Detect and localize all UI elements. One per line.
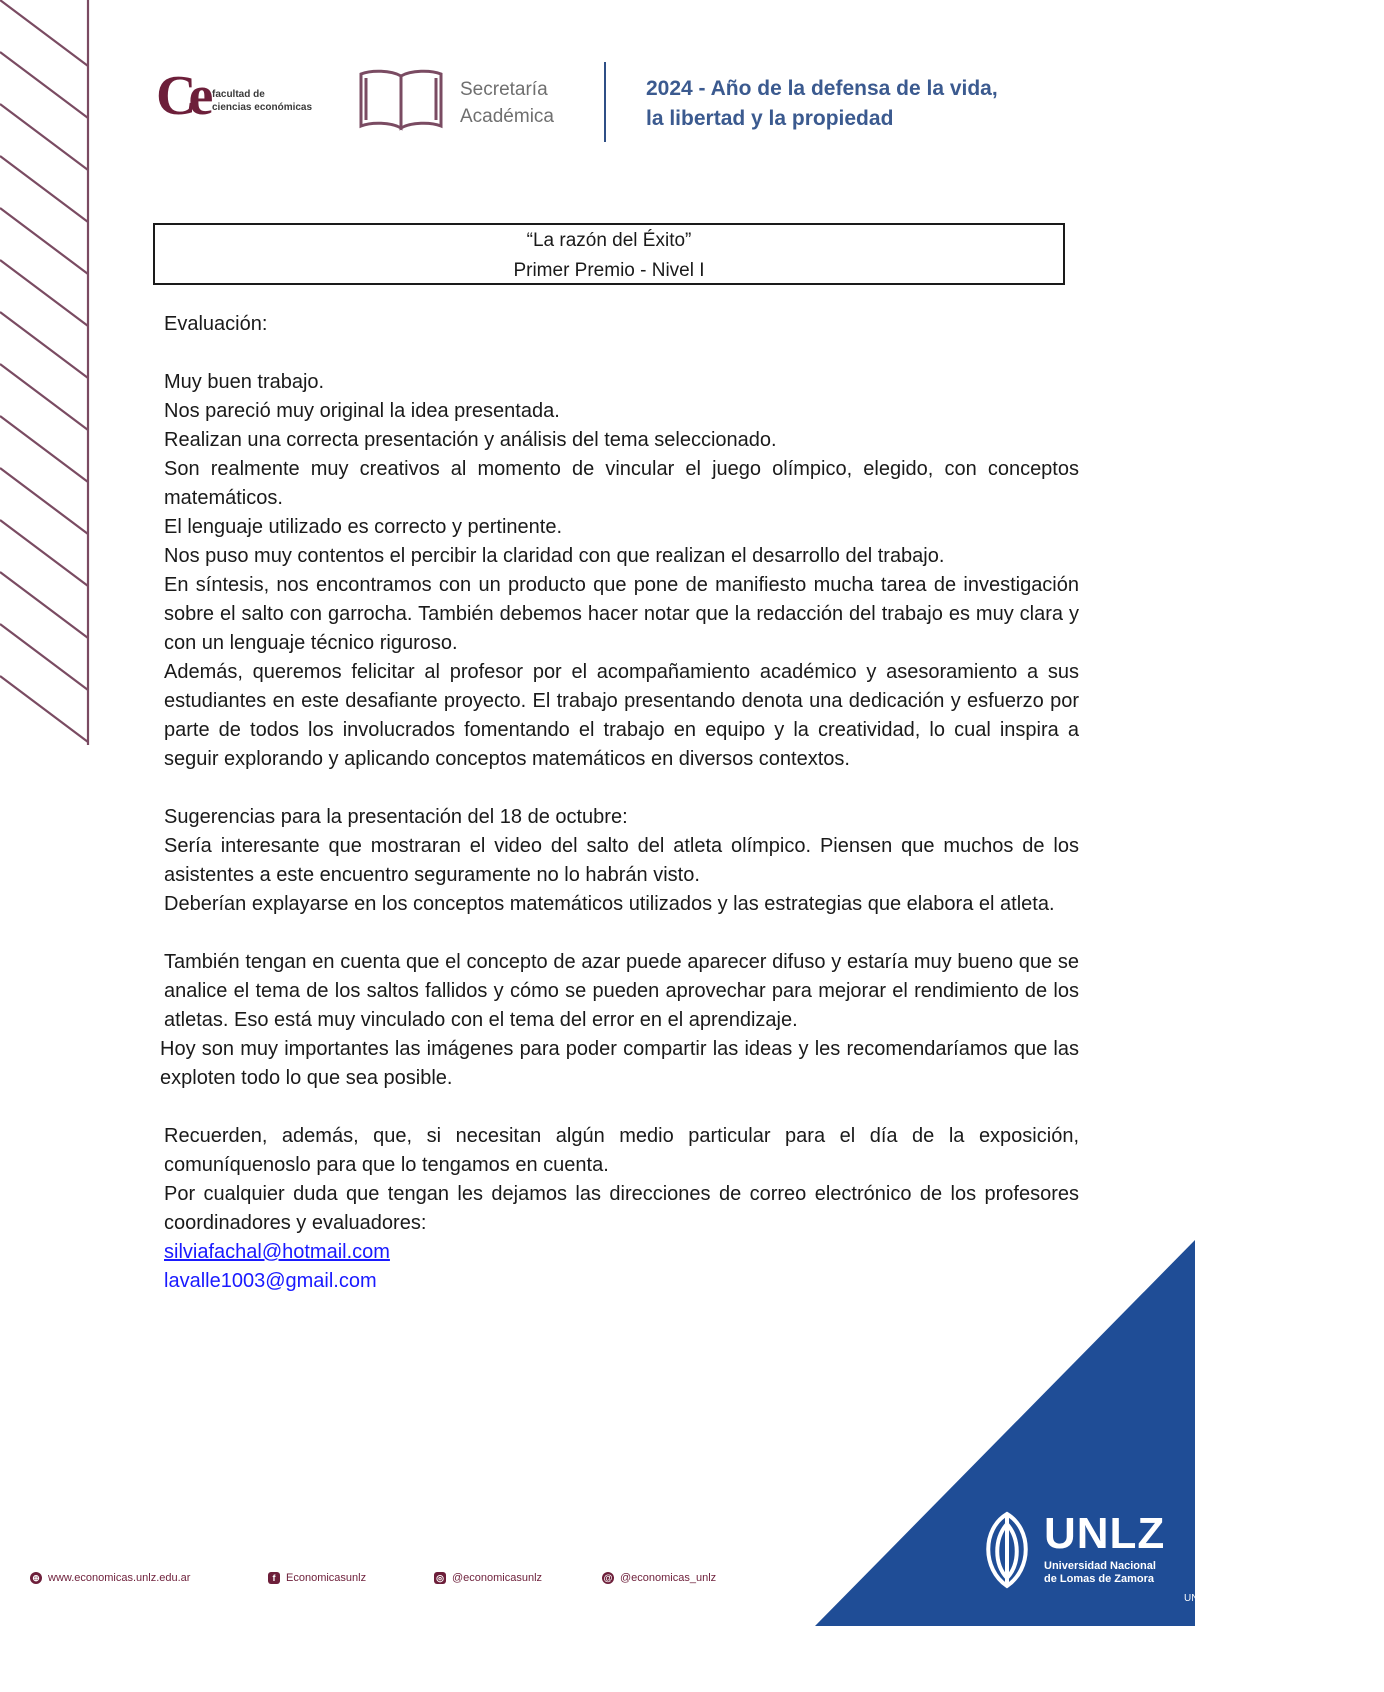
- paragraph: Realizan una correcta presentación y análisis del tema seleccionado.: [164, 429, 777, 451]
- paragraph: Nos puso muy contentos el percibir la claridad con que realizan el desarrollo del trabajo.: [164, 545, 945, 567]
- email-link-2[interactable]: lavalle1003@gmail.com: [164, 1270, 377, 1292]
- year-motto: [646, 74, 998, 134]
- header-divider: [604, 62, 606, 142]
- evaluation-heading: Evaluación:: [164, 313, 268, 335]
- footer-website[interactable]: [30, 1572, 190, 1584]
- unlz-sub-line-2: de Lomas de Zamora: [1044, 1573, 1155, 1585]
- unlz-emblem-icon: [972, 1504, 1042, 1594]
- document-body: [160, 310, 1079, 1296]
- secretariat-line-1: Secretaría: [460, 79, 548, 100]
- footer-facebook[interactable]: [268, 1572, 366, 1584]
- paragraph: Son realmente muy creativos al momento de vincular el juego olímpico, elegido, con conceptos matemáticos.: [164, 458, 1079, 509]
- paragraph: En síntesis, nos encontramos con un producto que pone de manifiesto mucha tarea de investigación sobre el salto con garrocha. También debemos hacer notar que la redacción del trabajo es muy clara y con un lenguaje técnico riguroso.: [164, 574, 1079, 654]
- faculty-line-2: ciencias económicas: [212, 102, 313, 113]
- paragraph: Hoy son muy importantes las imágenes para poder compartir las ideas y les recomendaríamos que las exploten todo lo que sea posible.: [160, 1038, 1079, 1089]
- suggestions-heading: Sugerencias para la presentación del 18 de octubre:: [164, 806, 628, 828]
- secretariat-label: [460, 76, 554, 130]
- paragraph: El lenguaje utilizado es correcto y pertinente.: [164, 516, 563, 538]
- paragraph: Además, queremos felicitar al profesor por el acompañamiento académico y asesoramiento a sus estudiantes en este desafiante proyecto. El trabajo presentando denota una dedicación y esfuerzo por parte de todos los involucrados fomentando el trabajo en equipo y la creatividad, lo cual inspira a seguir explorando y aplicando conceptos matemáticos en diversos contextos.: [164, 661, 1079, 770]
- unlz-subtitle: [1044, 1560, 1156, 1586]
- footer-website-text: www.economicas.unlz.edu.ar: [48, 1572, 191, 1584]
- title-line-1: “La razón del Éxito”: [526, 230, 692, 251]
- paragraph: También tengan en cuenta que el concepto de azar puede aparecer difuso y estaría muy bueno que se analice el tema de los saltos fallidos y cómo se pueden aprovechar para mejorar el rendimiento de los atletas. Eso está muy vinculado con el tema del error en el aprendizaje.: [164, 951, 1079, 1031]
- title-box: [153, 223, 1065, 285]
- globe-icon: ⊕: [30, 1572, 42, 1584]
- paragraph: Deberían explayarse en los conceptos matemáticos utilizados y las estrategias que elabora el atleta.: [164, 893, 1055, 915]
- secretariat-line-2: Académica: [460, 106, 554, 127]
- email-link-1[interactable]: silviafachal@hotmail.com: [164, 1241, 390, 1263]
- paragraph: Muy buen trabajo.: [164, 371, 325, 393]
- title-line-2: Primer Premio - Nivel I: [513, 260, 705, 281]
- faculty-logo-mark: Ce: [156, 65, 206, 127]
- unlz-name: UNLZ: [1044, 1509, 1166, 1558]
- paragraph: Sería interesante que mostraran el video del salto del atleta olímpico. Piensen que muchos de los asistentes a este encuentro seguramente no lo habrán visto.: [164, 835, 1079, 886]
- paragraph: Por cualquier duda que tengan les dejamos las direcciones de correo electrónico de los profesores coordinadores y evaluadores:: [164, 1183, 1079, 1234]
- paragraph: Recuerden, además, que, si necesitan algún medio particular para el día de la exposición, comuníquenoslo para que lo tengamos en cuenta.: [164, 1125, 1079, 1176]
- faculty-line-3: UNLZ: [1184, 1593, 1211, 1604]
- footer-instagram-text: @economicasunlz: [452, 1572, 543, 1584]
- unlz-sub-line-1: Universidad Nacional: [1044, 1560, 1156, 1572]
- open-book-icon: [356, 68, 446, 132]
- motto-line-2: la libertad y la propiedad: [646, 107, 894, 130]
- facebook-icon: f: [268, 1572, 280, 1584]
- faculty-line-1: facultad de: [212, 89, 265, 100]
- paragraph: Nos pareció muy original la idea presentada.: [164, 400, 560, 422]
- footer-threads-text: @economicas_unlz: [620, 1572, 717, 1584]
- threads-icon: @: [603, 1573, 613, 1583]
- motto-line-1: 2024 - Año de la defensa de la vida,: [646, 77, 998, 100]
- footer-facebook-text: Economicasunlz: [286, 1572, 367, 1584]
- footer-instagram[interactable]: [434, 1572, 542, 1584]
- unlz-logo: [972, 1504, 1172, 1604]
- footer-threads[interactable]: [602, 1572, 716, 1584]
- footer: [30, 1572, 830, 1592]
- instagram-icon: ◎: [434, 1572, 446, 1584]
